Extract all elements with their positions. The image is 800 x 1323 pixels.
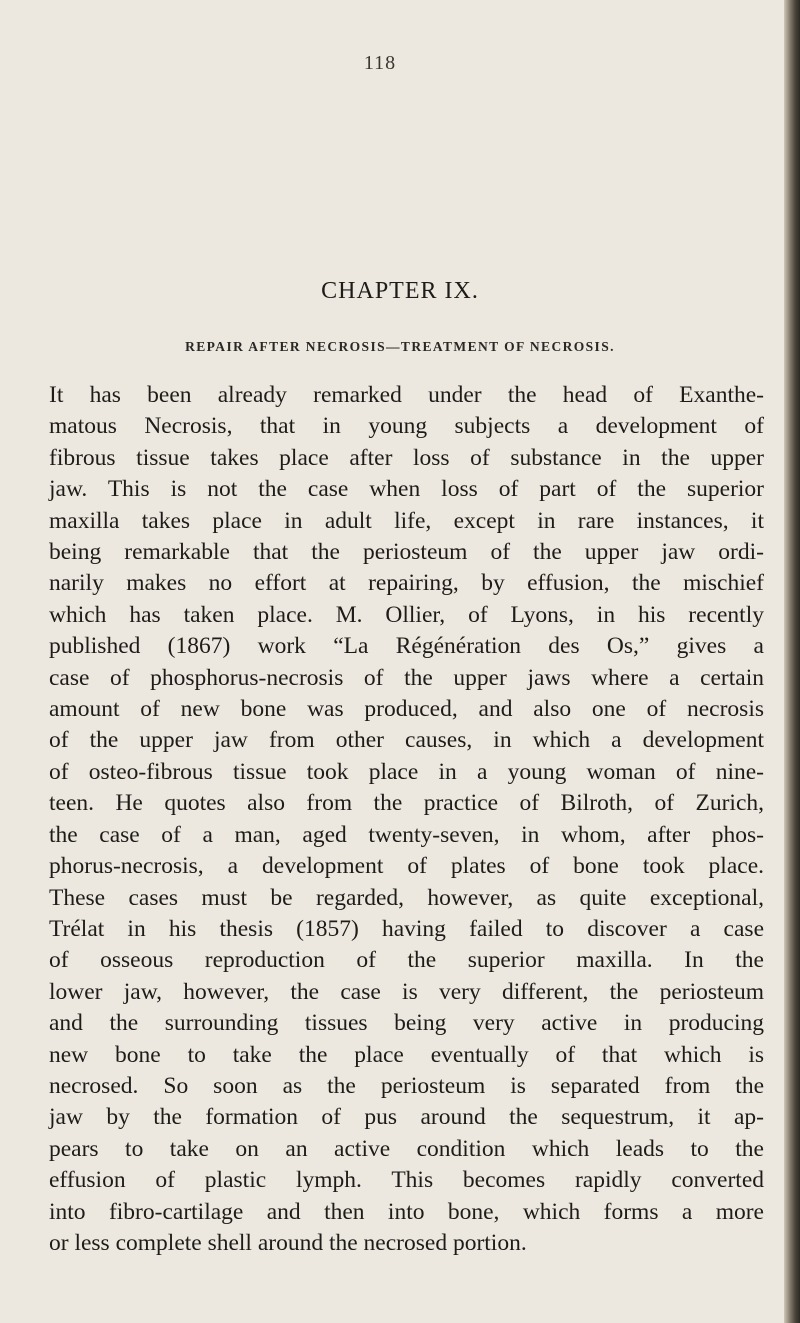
text-line: of osseous reproduction of the superior maxilla. In the <box>49 947 764 974</box>
text-line: Trélat in his thesis (1857) having failed to discover a case <box>49 915 764 942</box>
text-line: or less complete shell around the necrosed portion. <box>49 1229 527 1256</box>
text-line: amount of new bone was produced, and also one of necrosis <box>49 696 764 723</box>
text-line: It has been already remarked under the head of Exanthe- <box>49 382 764 408</box>
chapter-title: CHAPTER IX. <box>321 278 479 304</box>
text-line: necrosed. So soon as the periosteum is separated from the <box>49 1072 764 1099</box>
text-line: jaw. This is not the case when loss of part of the superior <box>49 476 764 503</box>
text-line: These cases must be regarded, however, as quite exceptional, <box>49 884 764 911</box>
text-line: published (1867) work “La Régénération des Os,” gives a <box>49 633 764 660</box>
text-line: maxilla takes place in adult life, except in rare instances, it <box>49 507 764 534</box>
text-line: teen. He quotes also from the practice of Bilroth, of Zurich, <box>49 790 764 817</box>
text-line: lower jaw, however, the case is very different, the periosteum <box>49 978 764 1005</box>
text-line: into fibro-cartilage and then into bone, which forms a more <box>49 1198 764 1225</box>
text-line: new bone to take the place eventually of that which is <box>49 1041 764 1068</box>
page-edge-shadow <box>784 0 800 1323</box>
text-line: effusion of plastic lymph. This becomes rapidly converted <box>49 1167 764 1194</box>
page-number: 118 <box>363 52 397 74</box>
body-paragraph <box>49 380 764 1259</box>
text-line: pears to take on an active condition which leads to the <box>49 1135 764 1162</box>
text-line: fibrous tissue takes place after loss of substance in the upper <box>49 444 764 471</box>
text-line: being remarkable that the periosteum of the upper jaw ordi- <box>49 539 764 566</box>
text-line: of the upper jaw from other causes, in which a development <box>49 727 764 754</box>
text-line: phorus-necrosis, a development of plates of bone took place. <box>49 853 764 880</box>
text-line: and the surrounding tissues being very active in producing <box>49 1010 764 1037</box>
text-line: the case of a man, aged twenty-seven, in whom, after phos- <box>49 821 764 848</box>
text-line: of osteo-fibrous tissue took place in a young woman of nine- <box>49 758 764 785</box>
text-line: narily makes no effort at repairing, by effusion, the mischief <box>49 570 764 597</box>
text-line: jaw by the formation of pus around the sequestrum, it ap- <box>49 1104 764 1131</box>
chapter-subtitle: REPAIR AFTER NECROSIS—TREATMENT OF NECROSIS. <box>185 339 615 354</box>
text-line: matous Necrosis, that in young subjects a development of <box>49 413 764 440</box>
text-line: case of phosphorus-necrosis of the upper jaws where a certain <box>49 664 764 691</box>
text-line: which has taken place. M. Ollier, of Lyons, in his recently <box>49 601 764 628</box>
